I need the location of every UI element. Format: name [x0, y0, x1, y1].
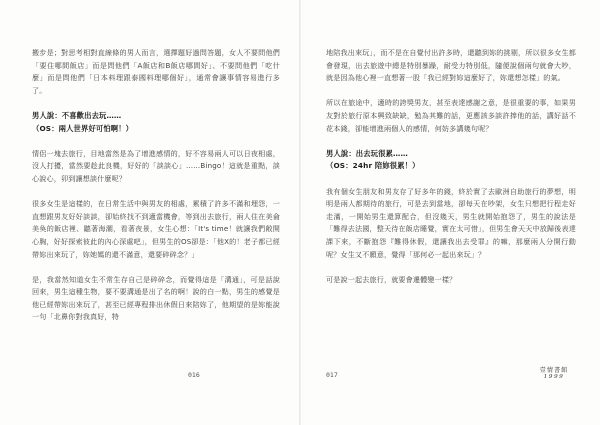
left-text-column	[32, 47, 280, 324]
paragraph: 我有個女生朋友和男友存了好多年的錢，終於實了去歐洲自助旅行的夢想，明明是兩人都期待的旅行，可是去到當地，卻每天在吵架，女生只想把行程走好走滿，一開始男生還算配合，但沒幾天，男生就開始抱怨了，男生的說法是「難得去法國，整天待在飯店睡覺，實在太可惜」，但男生會天天中放歸後表達課下來，不斷抱怨『難得休假，還讓我出去受罪』的嘛，那麼兩人分開行動呢？女生又不願意，覺得「那何必一起出來玩」？	[326, 186, 576, 259]
section-heading: 男人說：不喜歡出去玩……	[32, 110, 122, 120]
paragraph: 所以在旅途中，適時的誇獎男友，甚至表達感謝之意，是很重要的事，如果男友對於旅行原本興致缺缺，勉為其難的話，更應該多談許捧他的話，講好話不花本錢，卻能增進兩個人的感情，何妨多講幾句呢？	[326, 98, 576, 133]
page-number: 017	[326, 371, 338, 379]
publisher-logo-year: 1999	[543, 374, 565, 380]
paragraph: 情侶一塊去旅行，目地當然是為了增進感情的，好不容易兩人可以日夜相處，沒人打擾，當然要趁此良機，好好的「談談心」……Bingo！這就是重點，談心說心，卯到讓想談什麼呢？	[32, 148, 280, 183]
publisher-logo-name: 壹情書館	[539, 367, 569, 374]
right-page	[302, 0, 600, 425]
paragraph: 地陪我出來玩」，而不是在自覺付出許多時，還聽到妳的挑剔，所以很多女生都會發現，出去旅遊中總是特別暴躁，耐受力特別低，隨便說個兩句就會大吵，就是因為他心裡一直想著一股「我已經對妳這麼好了，妳還想怎樣」的氣。	[326, 48, 576, 83]
section-subheading: （OS：兩人世界好可怕啊！）	[32, 123, 134, 133]
page-number: 016	[188, 371, 200, 379]
paragraph: 搬步是；對思考相對直線條的男人而言，選擇題好過問答題，女人不要問他們「要住哪間飯店」而是問他們「A飯店和B飯店哪間好」、不要問他們「吃什麼」而是問他們「日本料理跟泰國料理哪個好」，通常會讓事情容易進行多了。	[32, 48, 280, 95]
right-text-column	[326, 47, 576, 286]
paragraph: 很多女生是這樣的，在日常生活中與男友的相處，累積了許多不滿和埋怨，一直想跟男友好好談談，卻始終找不到適當機會，等到出去旅行，兩人住在美侖美奐的飯店裡、聽著海潮，看著夜景，女生心想：「It's time！就讓我們敞開心胸，好好探索彼此的內心深處吧」，但男生的OS卻是：「他X的！老子都已經帶妳出來玩了，妳她媽的還不滿意，還要碎碎念？」	[32, 199, 280, 259]
section-subheading: （OS：24hr 陪妳很累！）	[326, 161, 420, 171]
paragraph: 可是說一起去旅行，就要會遷體變一樣？	[326, 274, 457, 284]
paragraph: 是，我當然知道女生不常生存自己是碎碎念，而覺得這是「溝通」，可是話說回來，男生這種生物，要不要溝通是出了名的啊！說的白一點，男生的感覺是他已經帶妳出來玩了，甚至已經專程排出休假日來陪妳了，他期望的是妳能說一句「北鼻你對我真好，特	[32, 274, 280, 322]
section-heading: 男人說：出去玩很累……	[326, 148, 408, 158]
publisher-logo	[534, 365, 574, 380]
